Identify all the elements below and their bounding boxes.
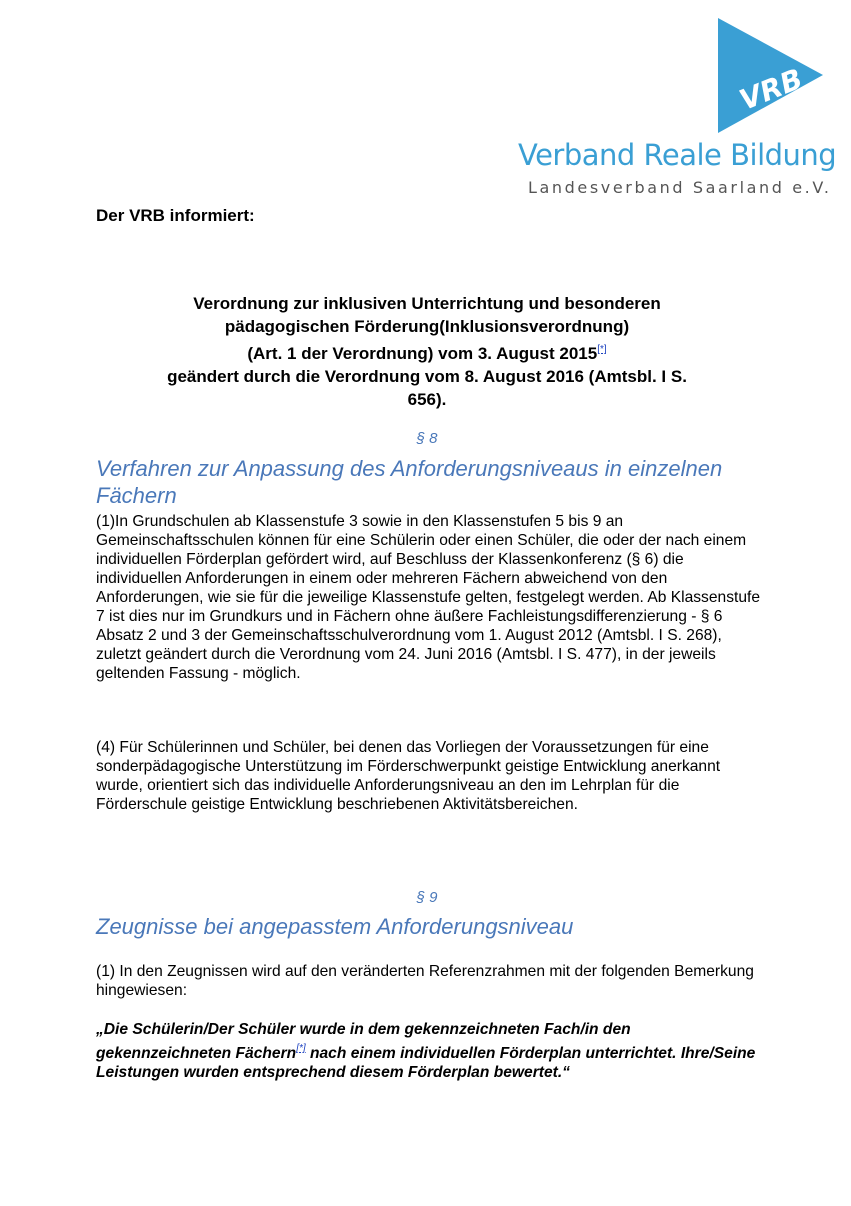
section-8-paragraph-4: (4) Für Schülerinnen und Schüler, bei denen das Vorliegen der Voraussetzungen für eine sonderpädagogische Unterstützung im Förderschwerpunkt geistige Entwicklung anerkannt wurde, orientiert sich das individuelle Anforderungsniveau an den im Lehrplan für die Förderschule geistige Entwicklung beschriebenen Aktivitätsbereichen.	[96, 739, 721, 813]
section-8-paragraph-1: (1)In Grundschulen ab Klassenstufe 3 sowie in den Klassenstufen 5 bis 9 an Gemeinschaftsschulen können für eine Schülerin oder einen Schüler, die oder der nach einem individuellen Förderplan gefördert wird, auf Beschluss der Klassenkonferenz (§ 6) die individuellen Anforderungen in einem oder mehreren Fächern abweichend von den Anforderungen, wie sie für die jeweilige Klassenstufe gelten, festgelegt werden. Ab Klassenstufe 7 ist dies nur im Grundkurs und in Fächern ohne äußere Fachleistungsdifferenzierung - § 6 Absatz 2 und 3 der Gemeinschaftsschulverordnung vom 1. August 2012 (Amtsbl. I S. 268), zuletzt geändert durch die Verordnung vom 24. Juni 2016 (Amtsbl. I S. 477), in der jeweils geltenden Fassung - möglich.	[96, 513, 761, 682]
quote-text-part-2: nach einem individuellen Förderplan unterrichtet. Ihre/Seine Leistungen wurden entsprechend diesem Förderplan bewertet.“	[96, 1045, 756, 1081]
section-9-paragraph-1: (1) In den Zeugnissen wird auf den veränderten Referenzrahmen mit der folgenden Bemerkung hingewiesen:	[96, 963, 754, 999]
section-8-number: § 8	[416, 430, 438, 447]
quote-footnote-link[interactable]: [*]	[296, 1043, 306, 1054]
title-line-1: Verordnung zur inklusiven Unterrichtung und besonderen	[193, 294, 661, 313]
title-footnote-link[interactable]: [*]	[597, 344, 607, 355]
title-line-3	[96, 338, 758, 365]
section-9-number: § 9	[416, 889, 438, 906]
info-heading: Der VRB informiert:	[96, 206, 255, 225]
section-9-heading: Zeugnisse bei angepasstem Anforderungsniveau	[96, 914, 574, 939]
section-9-quote	[96, 1020, 760, 1082]
quote-text-part-1: „Die Schülerin/Der Schüler wurde in dem gekennzeichneten Fach/in den gekennzeichneten Fächern	[96, 1021, 631, 1062]
logo-badge-text: VRB	[734, 62, 808, 117]
logo-organization-name: Verband Reale Bildung	[518, 138, 837, 172]
vrb-logo	[518, 18, 837, 200]
title-line-2: pädagogischen Förderung(Inklusionsverordnung)	[224, 317, 630, 336]
title-line-4: geändert durch die Verordnung vom 8. August 2016 (Amtsbl. I S.	[167, 367, 687, 386]
title-line-5: 656).	[407, 390, 447, 409]
document-title	[96, 292, 758, 411]
title-line-3-text: (Art. 1 der Verordnung) vom 3. August 2015	[247, 344, 598, 363]
logo-organization-subtitle: Landesverband Saarland e.V.	[528, 178, 832, 197]
section-8-heading: Verfahren zur Anpassung des Anforderungsniveaus in einzelnen Fächern	[96, 456, 723, 508]
vrb-triangle-logo-icon	[718, 18, 828, 133]
